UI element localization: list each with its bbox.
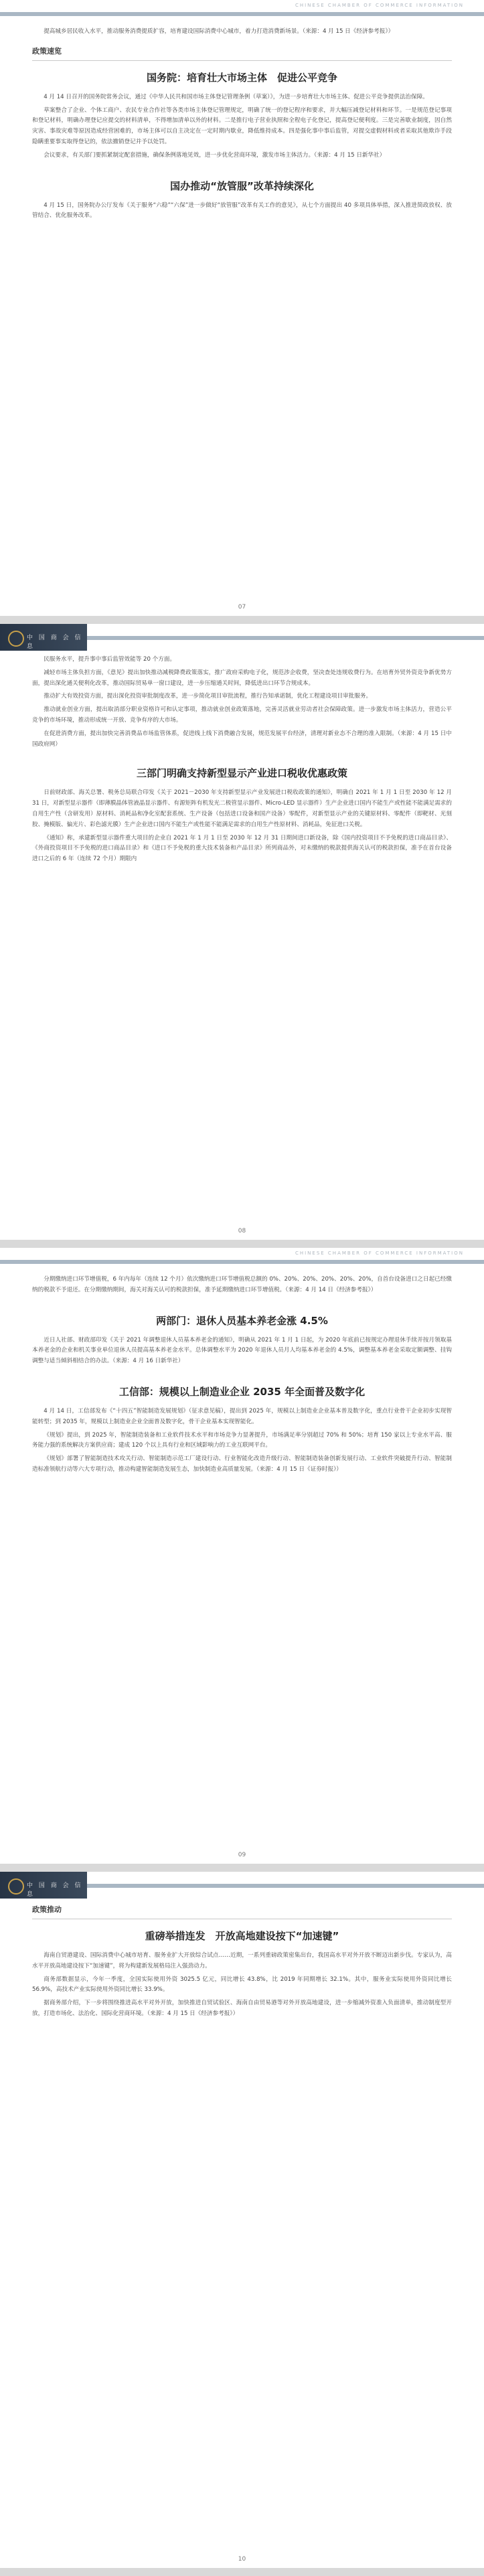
- article-title: 工信部：规模以上制造业企业 2035 年全面普及数字化: [118, 1385, 366, 1398]
- page-number: 10: [238, 2556, 246, 2563]
- page-header: [0, 624, 484, 651]
- page-1: [0, 0, 484, 616]
- article-paragraph: 4 月 15 日，国务院办公厅发布《关于服务“六稳”“六保”进一步做好“放管服”改革有关工作的意见》，从七个方面提出 40 多项具体举措，深入推进简政放权、放管结合、优化服务改革。: [32, 202, 452, 220]
- article-paragraph: 推动就业创业方面，提出取消部分职业资格许可和认定事项，推动就业创业政策落地，完善灵活就业劳动者社会保障政策。进一步激发市场主体活力，营造公平竞争的市场环境，推动形成统一开放、竞争有序的大市场。: [32, 706, 452, 724]
- article-paragraph: 推动扩大有效投资方面，提出深化投资审批制度改革，进一步简化项目审批流程，推行告知承诺制，优化工程建设项目审批服务。: [44, 693, 372, 700]
- section-label: 政策推动: [32, 1899, 452, 1919]
- article-title: 国务院：培育壮大市场主体 促进公平竞争: [146, 71, 337, 84]
- article-paragraph: 4 月 14 日召开的国务院常务会议，通过《中华人民共和国市场主体登记管理条例（草案）》，为进一步培育壮大市场主体、促进公平竞争提供法治保障。: [44, 93, 428, 100]
- article-paragraph: 4 月 14 日，工信部发布《“十四五”智能制造发展规划》（征求意见稿），提出到 2025 年，规模以上制造业企业基本普及数字化，重点行业骨干企业初步实现智能转型；到 2035 年，规模以上制造业企业全面普及数字化，骨干企业基本实现智能化。: [32, 1407, 452, 1425]
- article-paragraph: 会议要求，有关部门要抓紧制定配套措施，确保条例落地见效，进一步优化营商环境，激发市场主体活力。（来源：4 月 15 日新华社）: [44, 151, 386, 159]
- page-header: [0, 1872, 484, 1899]
- page-number: 07: [238, 604, 246, 611]
- article-title: 两部门：退休人员基本养老金涨 4.5%: [156, 1314, 328, 1327]
- article-paragraph: 日前财政部、海关总署、税务总局联合印发《关于 2021－2030 年支持新型显示产业发展进口税收政策的通知》，明确自 2021 年 1 月 1 日至 2030 年 12 月 31 日，对新型显示器件（即薄膜晶体管液晶显示器件、有源矩阵有机发光二极管显示器件、Micro-LED 显示器件）生产企业进口国内不能生产或性能不能满足需求的自用生产性（含研发用）原材料、消耗品和净化室配套系统、生产设备（包括进口设备和国产设备）零配件，对新型显示产业的关键原材料、零配件（即靶材、光刻胶、掩模版、偏光片、彩色滤光膜）生产企业进口国内不能生产或性能不能满足需求的自用生产性原材料、消耗品，免征进口关税。: [32, 789, 452, 828]
- article-paragraph: 《规划》提出，到 2025 年，智能制造装备和工业软件技术水平和市场竞争力显著提升，市场满足率分别超过 70% 和 50%；培育 150 家以上专业水平高、服务能力强的系统解决方案供应商；建成 120 个以上具有行业和区域影响力的工业互联网平台。: [32, 1431, 452, 1449]
- article-paragraph: 减轻市场主体负担方面，《意见》提出加快推动减税降费政策落实，推广政府采购电子化，规范涉企收费，坚决查处违规收费行为。在培育外贸外资竞争新优势方面，提出深化通关便利化改革，推动国际贸易单一窗口建设，进一步压缩通关时间，降低进出口环节合规成本。: [32, 669, 452, 687]
- article-paragraph: 《规划》部署了智能制造技术攻关行动、智能制造示范工厂建设行动、行业智能化改造升级行动、智能制造装备创新发展行动、工业软件突破提升行动、智能制造标准领航行动等六大专项行动，推动构建智能制造发展生态，加快制造业高质量发展。（来源：4 月 15 日《证券时报》）: [32, 1455, 452, 1473]
- page-header: [0, 0, 484, 27]
- article-paragraph: 民服务水平，提升事中事后监管效能等 20 个方面。: [44, 656, 176, 663]
- emblem-icon: [8, 1878, 24, 1895]
- page-header: [0, 1248, 484, 1275]
- page-number: 08: [238, 1228, 246, 1234]
- article-paragraph: 草案整合了企业、个体工商户、农民专业合作社等各类市场主体登记管理规定，明确了统一的登记程序和要求，并大幅压减登记材料和环节。一是规范登记事项和登记材料，明确办理登记应提交的材料清单，不得增加清单以外的材料。二是推行电子营业执照和全程电子化登记，提高登记便利度。三是完善歇业制度，因自然灾害、事故灾难等原因造成经营困难的，市场主体可以自主决定在一定时期内歇业，降低维持成本。四是强化事中事后监管，对提交虚假材料或者采取其他欺诈手段隐瞒重要事实取得登记的，依法撤销登记并予以处罚。: [32, 106, 452, 145]
- chamber-logo: [0, 1872, 87, 1899]
- article-paragraph: 《通知》称，承建新型显示器件重大项目的企业自 2021 年 1 月 1 日至 2030 年 12 月 31 日期间进口新设备，除《国内投资项目不予免税的进口商品目录》、《外商投资项目不予免税的进口商品目录》和《进口不予免税的重大技术装备和产品目录》所列商品外，对未缴纳的税款提供海关认可的税款担保，准予在首台设备进口之后的 6 年（连续 72 个月）期限内: [32, 834, 452, 863]
- article-title: 国办推动“放管服”改革持续深化: [170, 179, 314, 192]
- article-paragraph: 近日人社部、财政部印发《关于 2021 年调整退休人员基本养老金的通知》，明确从 2021 年 1 月 1 日起，为 2020 年底前已按规定办理退休手续并按月领取基本养老金的企业和机关事业单位退休人员提高基本养老金水平。总体调整水平为 2020 年退休人员月人均基本养老金的 4.5%，调整基本养老金采取定额调整、挂钩调整与适当倾斜相结合的办法。（来源：4 月 16 日新华社）: [32, 1336, 452, 1365]
- page-3: [0, 1248, 484, 1864]
- article-paragraph: 海南自贸港建设、国际消费中心城市培育、服务业扩大开放综合试点……近期，一系列重磅政策密集出台，我国高水平对外开放不断迈出新步伐。专家认为，高水平开放高地建设按下“加速键”，将为构建新发展格局注入强劲动力。: [32, 1952, 452, 1969]
- article-paragraph: 在促进消费方面，提出加快完善消费品市场监管体系，促进线上线下消费融合发展，规范发展平台经济，清理对新业态不合理的准入限制。（来源：4 月 15 日中国政府网）: [32, 730, 452, 748]
- header-chinese: 中 国 商 会 信 息: [27, 635, 83, 650]
- page-2: [0, 624, 484, 1240]
- chamber-logo: [0, 624, 87, 651]
- header-english: CHINESE CHAMBER OF COMMERCE INFORMATION: [295, 3, 464, 8]
- header-chinese: 中 国 商 会 信 息: [27, 1882, 83, 1898]
- article-paragraph: 商务部数据显示，今年一季度，全国实际使用外资 3025.5 亿元，同比增长 43.8%，比 2019 年同期增长 32.1%。其中，服务业实际使用外资同比增长 56.9%，高技术产业实际使用外资同比增长 33.9%。: [32, 1976, 452, 1994]
- header-bar: [0, 12, 484, 16]
- page-4: [0, 1872, 484, 2568]
- intro-paragraph: 提高城乡居民收入水平，推动服务消费提质扩容，培育建设国际消费中心城市，着力打造消费新场景。（来源：4 月 15 日《经济参考报》）: [44, 28, 394, 35]
- emblem-icon: [8, 631, 24, 647]
- section-label: 政策速览: [32, 40, 452, 61]
- header-bar: [0, 1260, 484, 1264]
- header-english: CHINESE CHAMBER OF COMMERCE INFORMATION: [295, 1251, 464, 1256]
- intro-paragraph: 分期缴纳进口环节增值税，6 年内每年（连续 12 个月）依次缴纳进口环节增值税总额的 0%、20%、20%、20%、20%、20%，自首台设备进口之日起已经缴纳的税款不予退还。在分期缴纳期间，海关对海关认可的税款担保，准予延期缴纳进口环节增值税。（来源：4 月 14 日《经济参考报》）: [32, 1276, 452, 1293]
- page-number: 09: [238, 1852, 246, 1858]
- article-title: 重磅举措连发 开放高地建设按下“加速键”: [145, 1930, 339, 1942]
- article-title: 三部门明确支持新型显示产业进口税收优惠政策: [136, 767, 347, 780]
- article-paragraph: 据商务部介绍，下一步将围绕推进高水平对外开放，加快推进自贸试验区、海南自由贸易港等对外开放高地建设，进一步缩减外资准入负面清单，推动制度型开放，打造市场化、法治化、国际化营商环境。（来源：4 月 15 日《经济参考报》）: [32, 2000, 452, 2017]
